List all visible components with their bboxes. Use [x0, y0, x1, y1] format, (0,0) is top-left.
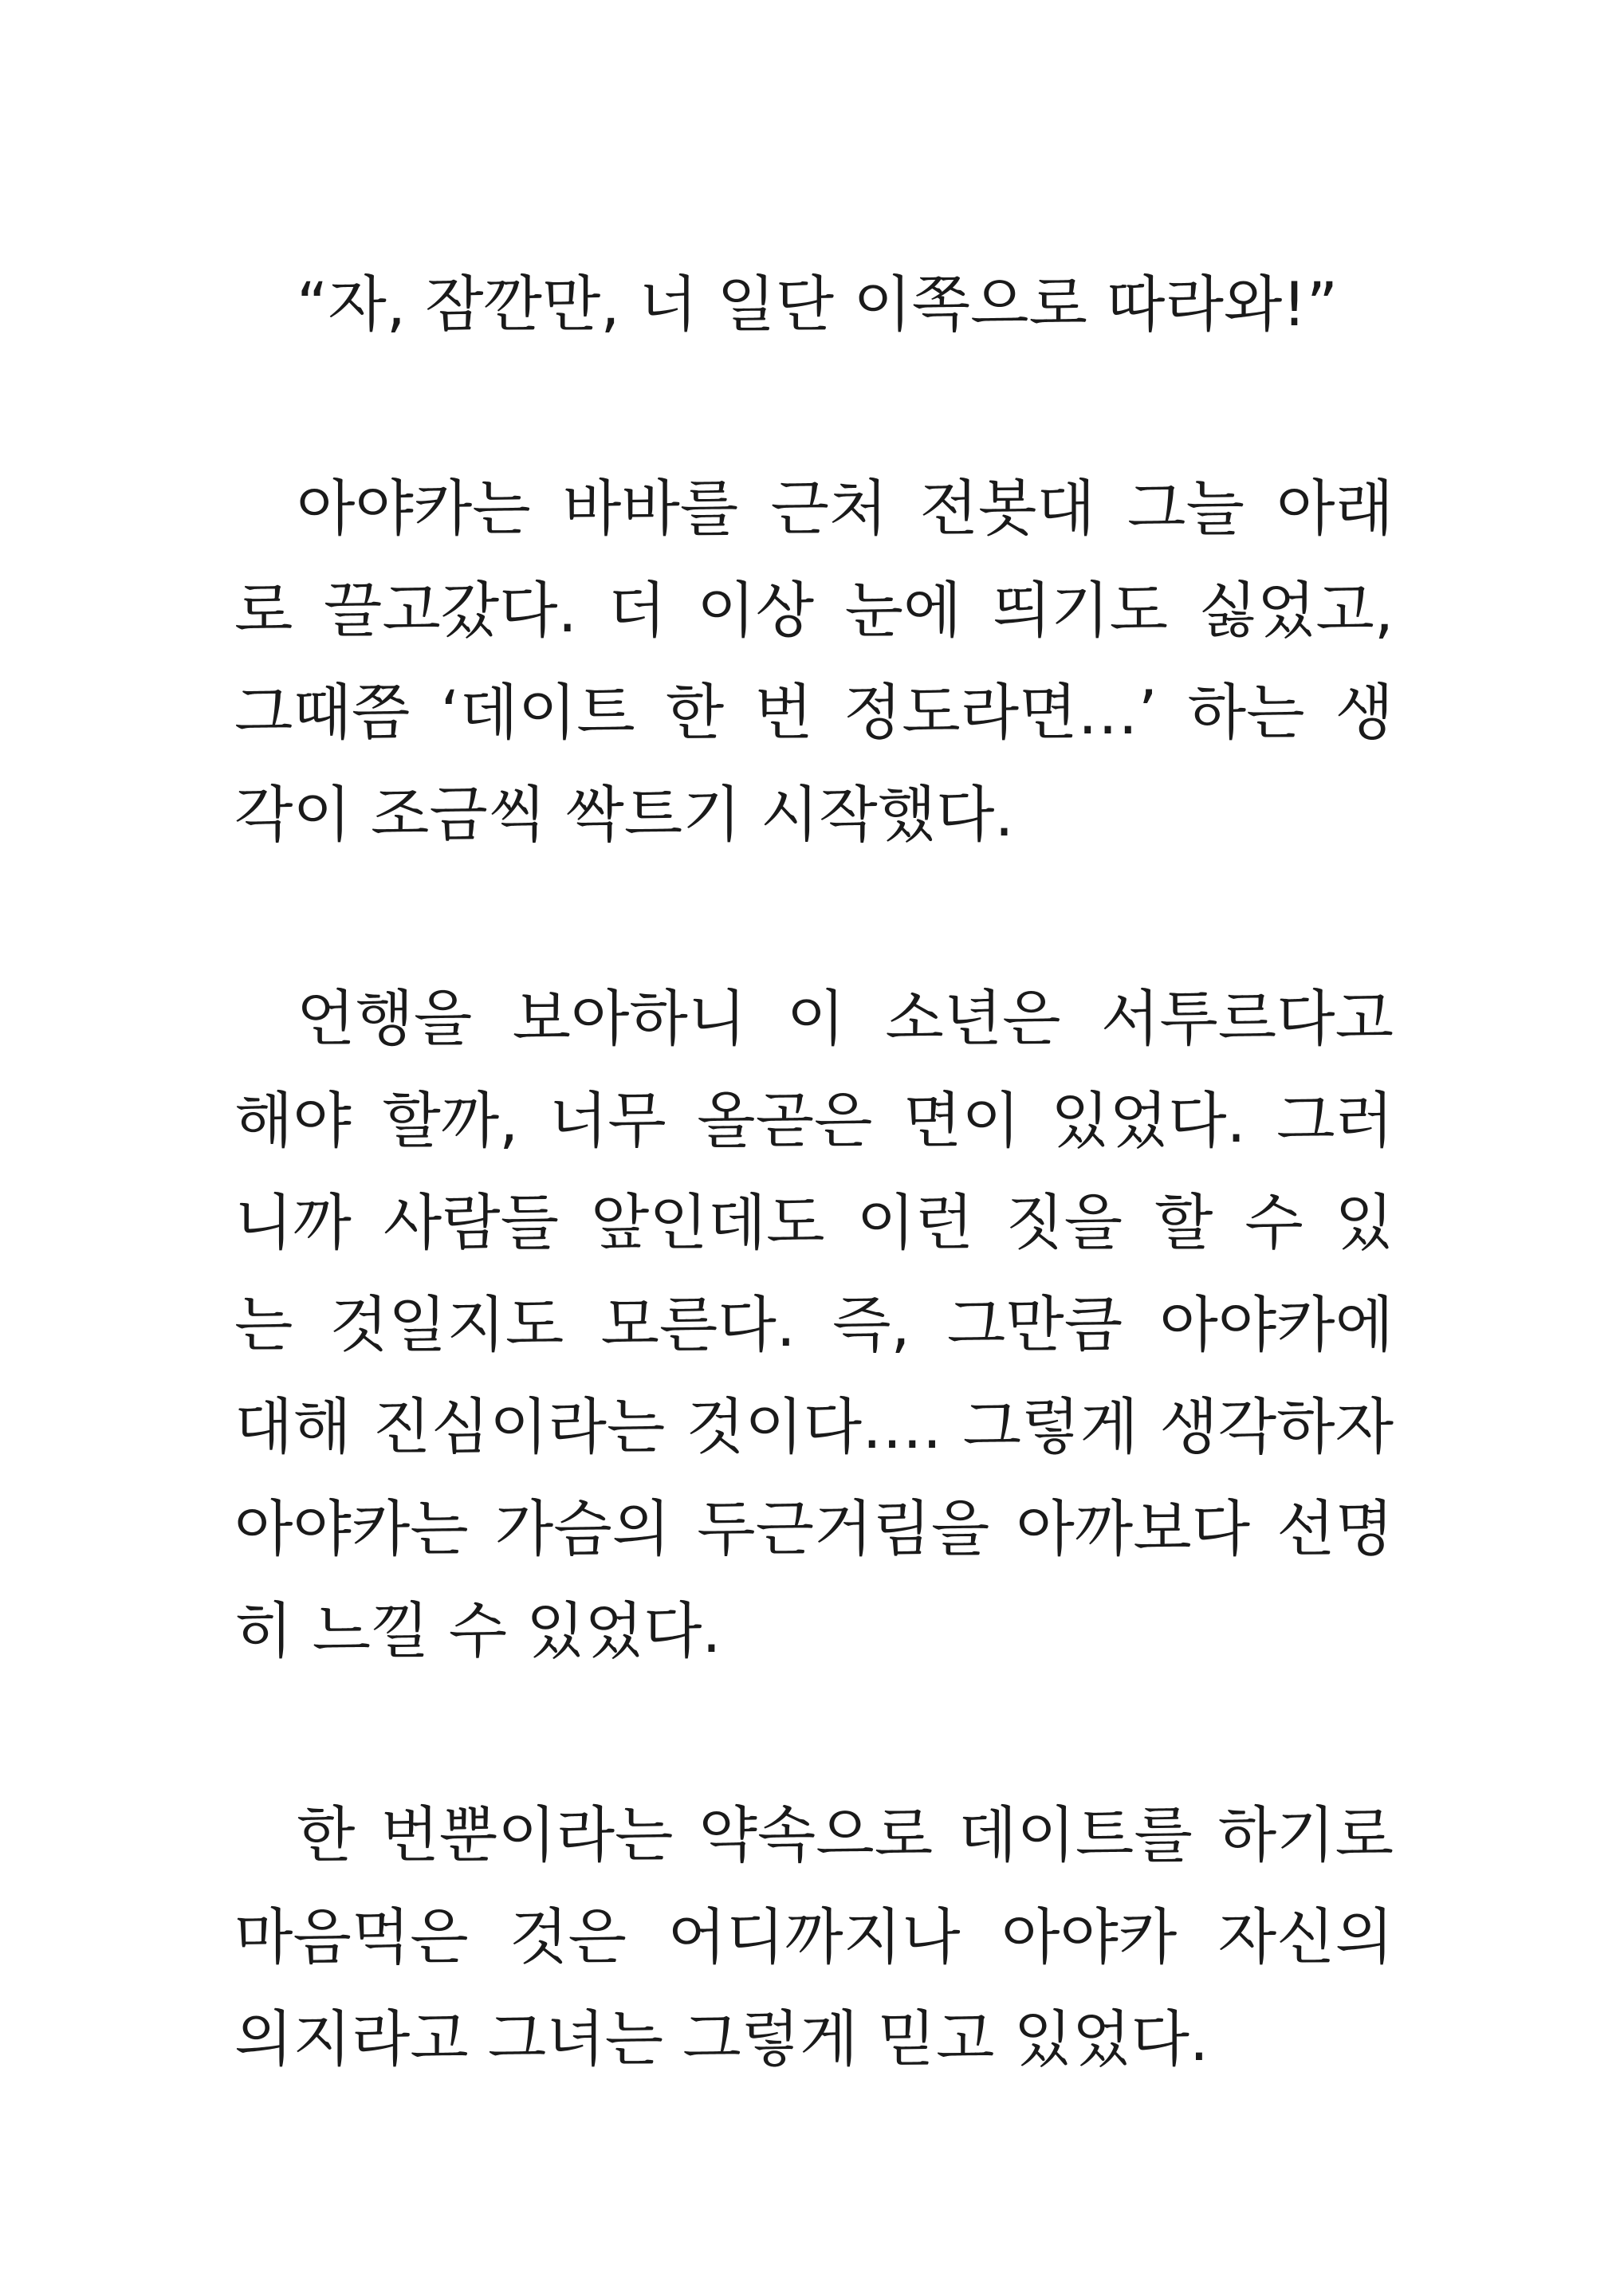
paragraph-gap — [234, 1682, 1394, 1784]
text-line: 니까 사람들 앞인데도 이런 짓을 할 수 있 — [234, 1187, 1394, 1258]
paragraph-4 — [234, 1784, 1394, 2090]
text-line: 그때쯤 ‘데이트 한 번 정도라면…’ 하는 생 — [234, 677, 1394, 748]
paragraph-gap — [234, 866, 1394, 968]
text-line: 로 끌고갔다. 더 이상 눈에 띄기도 싫었고, — [234, 575, 1394, 646]
body-text — [234, 254, 1394, 2090]
text-line: 각이 조금씩 싹트기 시작했다. — [234, 779, 1014, 850]
text-line: 대해 진심이라는 것이다…. 그렇게 생각하자 — [234, 1391, 1394, 1462]
text-line: 해야 할까, 너무 올곧은 면이 있었다. 그러 — [234, 1085, 1394, 1156]
text-line: 의지라고 그녀는 그렇게 믿고 있었다. — [234, 2003, 1209, 2074]
text-line: 히 느낄 수 있었다. — [234, 1595, 722, 1666]
text-line: 는 것일지도 모른다. 즉, 그만큼 아야카에 — [234, 1289, 1394, 1360]
text-line: “자, 잠깐만, 너 일단 이쪽으로 따라와!” — [297, 269, 1339, 340]
paragraph-1 — [234, 254, 1394, 356]
text-line: 언행을 보아하니 이 소년은 서투르다고 — [297, 983, 1394, 1054]
paragraph-2 — [234, 458, 1394, 866]
text-line: 아야카는 바바를 근처 전봇대 그늘 아래 — [297, 473, 1394, 544]
paragraph-gap — [234, 356, 1394, 458]
paragraph-3 — [234, 968, 1394, 1682]
text-line: 아야카는 가슴의 두근거림을 아까보다 선명 — [234, 1493, 1394, 1564]
text-line: 한 번뿐이라는 약속으로 데이트를 하기로 — [297, 1799, 1394, 1870]
text-line: 마음먹은 것은 어디까지나 아야카 자신의 — [234, 1901, 1394, 1972]
